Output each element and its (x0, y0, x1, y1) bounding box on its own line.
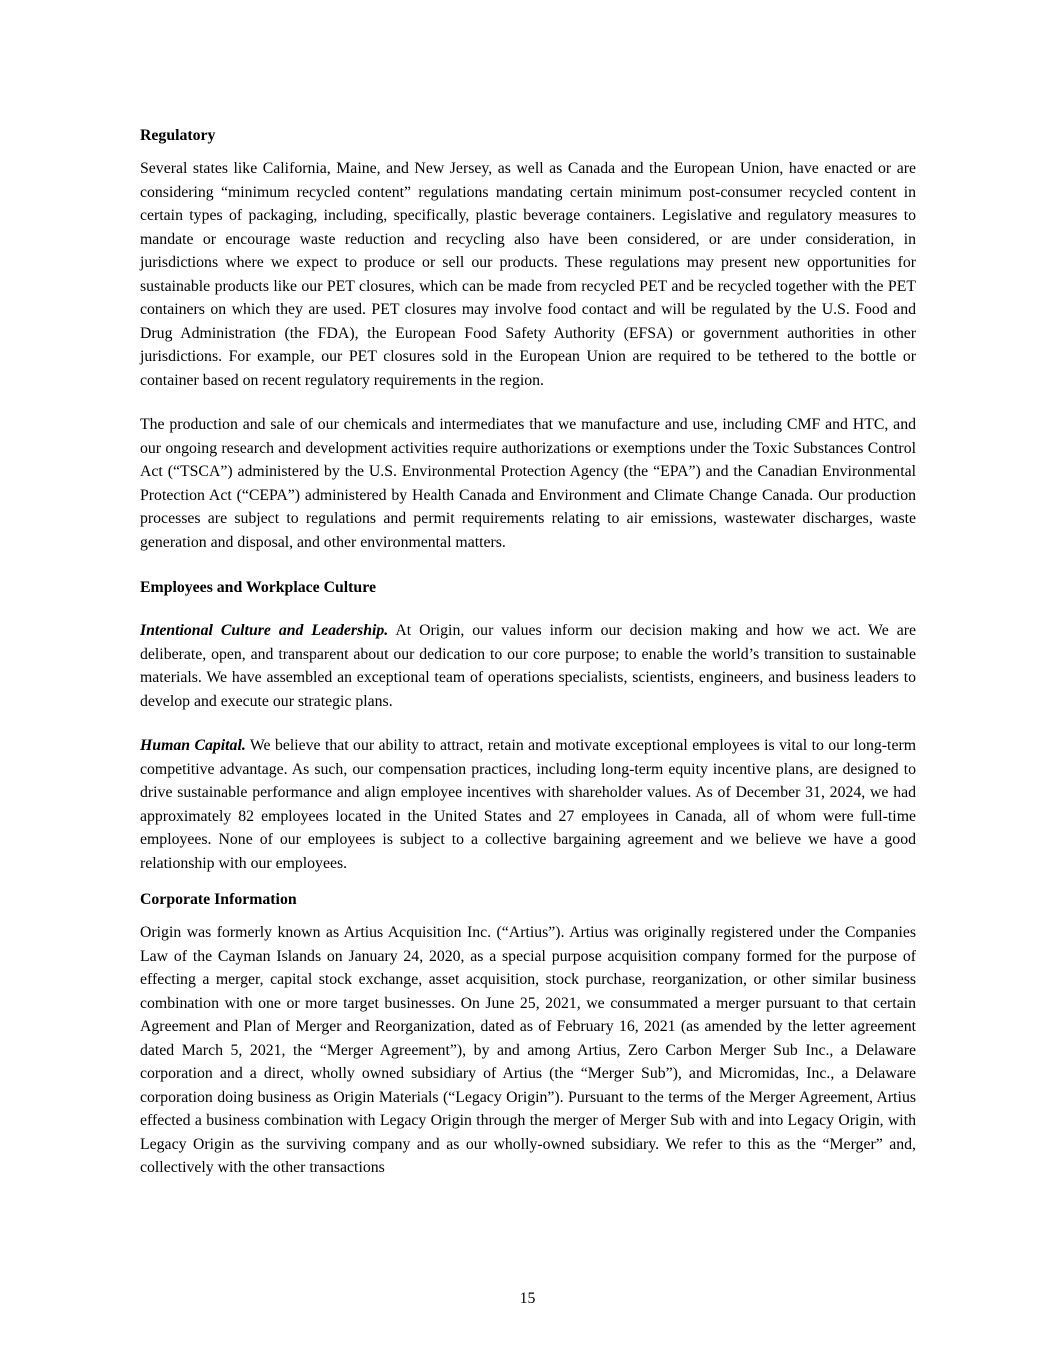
regulatory-paragraph-2: The production and sale of our chemicals and intermediates that we manufacture and use, including CMF and HTC, and our ongoing research and development activities require authorizations or exemptions under the Toxic Substances Control Act (“TSCA”) administered by the U.S. Environmental Protection Agency (the “EPA”) and the Canadian Environmental Protection Act (“CEPA”) administered by Health Canada and Environment and Climate Change Canada. Our production processes are subject to regulations and permit requirements relating to air emissions, wastewater discharges, waste generation and disposal, and other environmental matters. (140, 416, 916, 551)
human-capital-lead-in: Human Capital. (140, 737, 246, 754)
regulatory-paragraph-1: Several states like California, Maine, and New Jersey, as well as Canada and the European Union, have enacted or are considering “minimum recycled content” regulations mandating certain minimum post-consumer recycled content in certain types of packaging, including, specifically, plastic beverage containers. Legislative and regulatory measures to mandate or encourage waste reduction and recycling also have been considered, or are under consideration, in jurisdictions where we expect to produce or sell our products. These regulations may present new opportunities for sustainable products like our PET closures, which can be made from recycled PET and be recycled together with the PET containers on which they are used. PET closures may involve food contact and will be regulated by the U.S. Food and Drug Administration (the FDA), the European Food Safety Authority (EFSA) or government authorities in other jurisdictions. For example, our PET closures sold in the European Union are required to be tethered to the bottle or container based on recent regulatory requirements in the region. (140, 160, 916, 389)
corporate-paragraph-1: Origin was formerly known as Artius Acquisition Inc. (“Artius”). Artius was originally registered under the Companies Law of the Cayman Islands on January 24, 2020, as a special purpose acquisition company formed for the purpose of effecting a merger, capital stock exchange, asset acquisition, stock purchase, reorganization, or other similar business combination with one or more target businesses. On June 25, 2021, we consummated a merger pursuant to that certain Agreement and Plan of Merger and Reorganization, dated as of February 16, 2021 (as amended by the letter agreement dated March 5, 2021, the “Merger Agreement”), by and among Artius, Zero Carbon Merger Sub Inc., a Delaware corporation and a direct, wholly owned subsidiary of Artius (the “Merger Sub”), and Micromidas, Inc., a Delaware corporation doing business as Origin Materials (“Legacy Origin”). Pursuant to the terms of the Merger Agreement, Artius effected a business combination with Legacy Origin through the merger of Merger Sub with and into Legacy Origin, with Legacy Origin as the surviving company and as our wholly-owned subsidiary. We refer to this as the “Merger” and, collectively with the other transactions (140, 924, 916, 1176)
section-heading-employees: Employees and Workplace Culture (140, 579, 376, 596)
employees-paragraph-culture (140, 619, 916, 713)
human-capital-body: We believe that our ability to attract, retain and motivate exceptional employees is vital to our long-term competitive advantage. As such, our compensation practices, including long-term equity incentive plans, are designed to drive sustainable performance and align employee incentives with shareholder values. As of December 31, 2024, we had approximately 82 employees located in the United States and 27 employees in Canada, all of whom were full-time employees. None of our employees is subject to a collective bargaining agreement and we believe we have a good relationship with our employees. (140, 737, 917, 872)
employees-paragraph-human-capital (140, 734, 916, 875)
page-number: 15 (519, 1290, 536, 1307)
document-page (140, 124, 916, 1180)
section-heading-corporate: Corporate Information (140, 891, 297, 908)
culture-lead-in: Intentional Culture and Leadership. (140, 622, 389, 639)
section-heading-regulatory: Regulatory (140, 127, 216, 144)
culture-body: At Origin, our values inform our decision making and how we act. We are deliberate, open, and transparent about our dedication to our core purpose; to enable the world’s transition to sustainable materials. We have assembled an exceptional team of operations specialists, scientists, engineers, and business leaders to develop and execute our strategic plans. (140, 622, 916, 710)
